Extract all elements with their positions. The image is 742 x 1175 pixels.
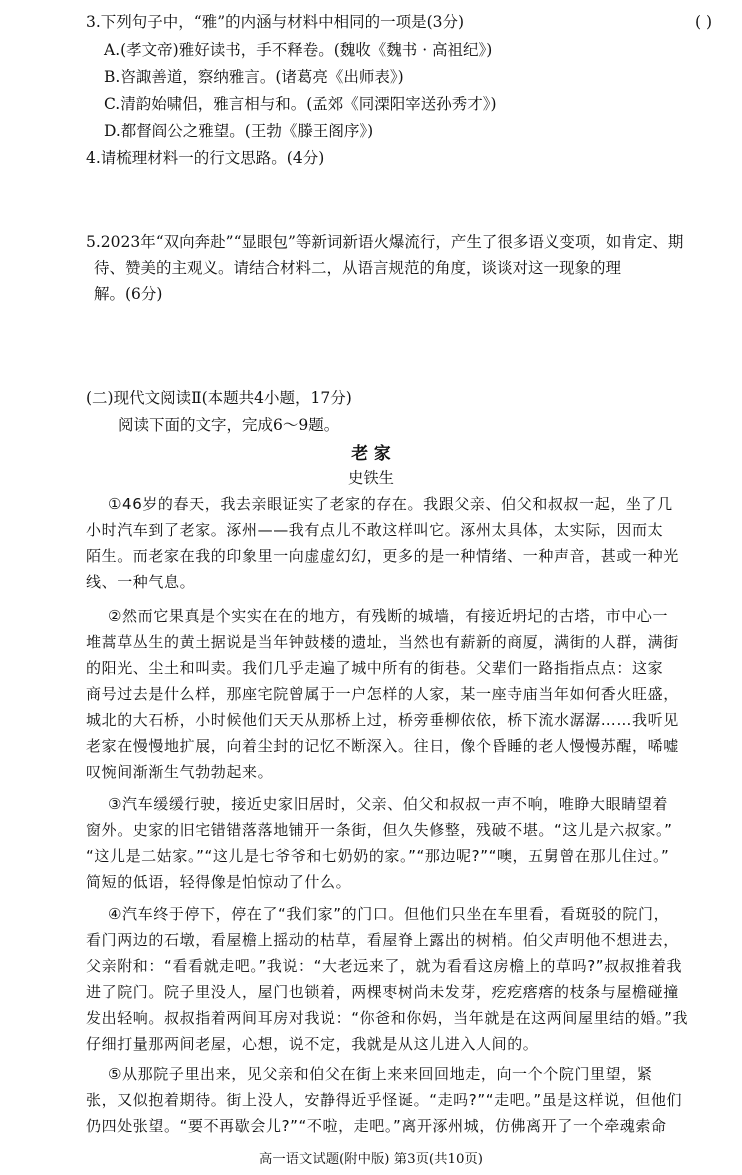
article-line: ①46岁的春天，我去亲眼证实了老家的存在。我跟父亲、伯父和叔叔一起，坐了几 [108,495,673,513]
question-3-option-d: D.都督阎公之雅望。(王勃《滕王阁序》) [104,122,374,140]
article-line: 陌生。而老家在我的印象里一向虚虚幻幻，更多的是一种情绪、一种声音，甚或一种光 [86,547,679,565]
question-5-line: 解。(6分) [94,285,163,303]
article-line: 发出轻响。叔叔指着两间耳房对我说：“你爸和你妈，当年就是在这两间屋里结的婚。”我 [86,1009,689,1027]
question-5-line: 待、赞美的主观义。请结合材料二，从语言规范的角度，谈谈对这一现象的理 [94,259,622,277]
article-line: 城北的大石桥，小时候他们天天从那桥上过，桥旁垂柳依依，桥下流水潺潺……我听见 [86,711,679,729]
question-3-option-c: C.清韵始啸侣，雅言相与和。(孟郊《同溧阳宰送孙秀才》) [104,95,497,113]
article-line: 线、一种气息。 [86,573,196,591]
article-line: 简短的低语，轻得像是怕惊动了什么。 [86,873,352,891]
article-line: 小时汽车到了老家。涿州——我有点儿不敢这样叫它。涿州太具体，太实际，因而太 [86,521,664,539]
article-line: “这儿是二姑家。”“这儿是七爷爷和七奶奶的家。”“那边呢?”“噢，五舅曾在那儿住过。” [86,847,670,865]
question-3-option-a: A.(孝文帝)雅好读书，手不释卷。(魏收《魏书 · 高祖纪》) [104,41,493,59]
article-author: 史铁生 [348,469,394,487]
article-line: 进了院门。院子里没人，屋门也锁着，两棵枣树尚未发芽，疙疙瘩瘩的枝条与屋檐碰撞 [86,983,679,1001]
article-line: 叹惋间渐渐生气勃勃起来。 [86,763,274,781]
question-3-option-b: B.咨諏善道，察纳雅言。(诸葛亮《出师表》) [104,68,404,86]
article-line: 老家在慢慢地扩展，向着尘封的记忆不断深入。往日，像个昏睡的老人慢慢苏醒，唏嘘 [86,737,679,755]
article-line: ⑤从那院子里出来，见父亲和伯父在街上来来回回地走，向一个个院门里望，紧 [108,1065,653,1083]
article-line: 张，又似抱着期待。街上没人，安静得近乎怪诞。“走吗?”“走吧。”虽是这样说，但他们 [86,1091,683,1109]
question-3-stem: 3.下列句子中，“雅”的内涵与材料中相同的一项是(3分) [86,13,465,31]
article-line: ③汽车缓缓行驶，接近史家旧居时，父亲、伯父和叔叔一声不响，唯睁大眼睛望着 [108,795,669,813]
page-footer: 高一语文试题(附中版) 第3页(共10页) [258,1152,483,1167]
article-line: 窗外。史家的旧宅错错落落地铺开一条街，但久失修整，残破不堪。“这儿是六叔家。” [86,821,673,839]
article-line: 仍四处张望。“要不再歇会儿?”“不啦，走吧。”离开涿州城，仿佛离开了一个牵魂索命 [86,1117,667,1135]
article-line: 父亲附和：“看看就走吧。”我说：“大老远来了，就为看看这房檐上的草吗?”叔叔推着我 [86,957,683,975]
section-heading: (二)现代文阅读Ⅱ(本题共4小题，17分) [86,389,352,407]
article-line: 仔细打量那两间老屋，心想，说不定，我就是从这儿进入人间的。 [86,1035,539,1053]
article-title: 老 家 [351,443,391,463]
article-line: ②然而它果真是个实实在在的地方，有残断的城墙，有接近坍圮的古塔，市中心一 [108,607,669,625]
article-line: ④汽车终于停下，停在了“我们家”的门口。但他们只坐在车里看，看斑驳的院门， [108,905,670,923]
question-4: 4.请梳理材料一的行文思路。(4分) [86,149,325,167]
article-line: 堆蒿草丛生的黄土据说是当年钟鼓楼的遗址，当然也有薪新的商厦，满街的人群，满街 [86,633,679,651]
article-line: 商号过去是什么样，那座宅院曾属于一户怎样的人家，某一座寺庙当年如何香火旺盛， [86,685,679,703]
article-line: 的阳光、尘土和叫卖。我们几乎走遍了城中所有的街巷。父辈们一路指指点点：这家 [86,659,664,677]
section-instruction: 阅读下面的文字，完成6～9题。 [118,416,340,434]
article-line: 看门两边的石墩，看屋檐上摇动的枯草，看屋脊上露出的树梢。伯父声明他不想进去， [86,931,679,949]
answer-paren: ( ) [694,13,712,31]
question-5-line: 5.2023年“双向奔赴”“显眼包”等新词新语火爆流行，产生了很多语义变项，如肯定、期 [86,233,684,251]
